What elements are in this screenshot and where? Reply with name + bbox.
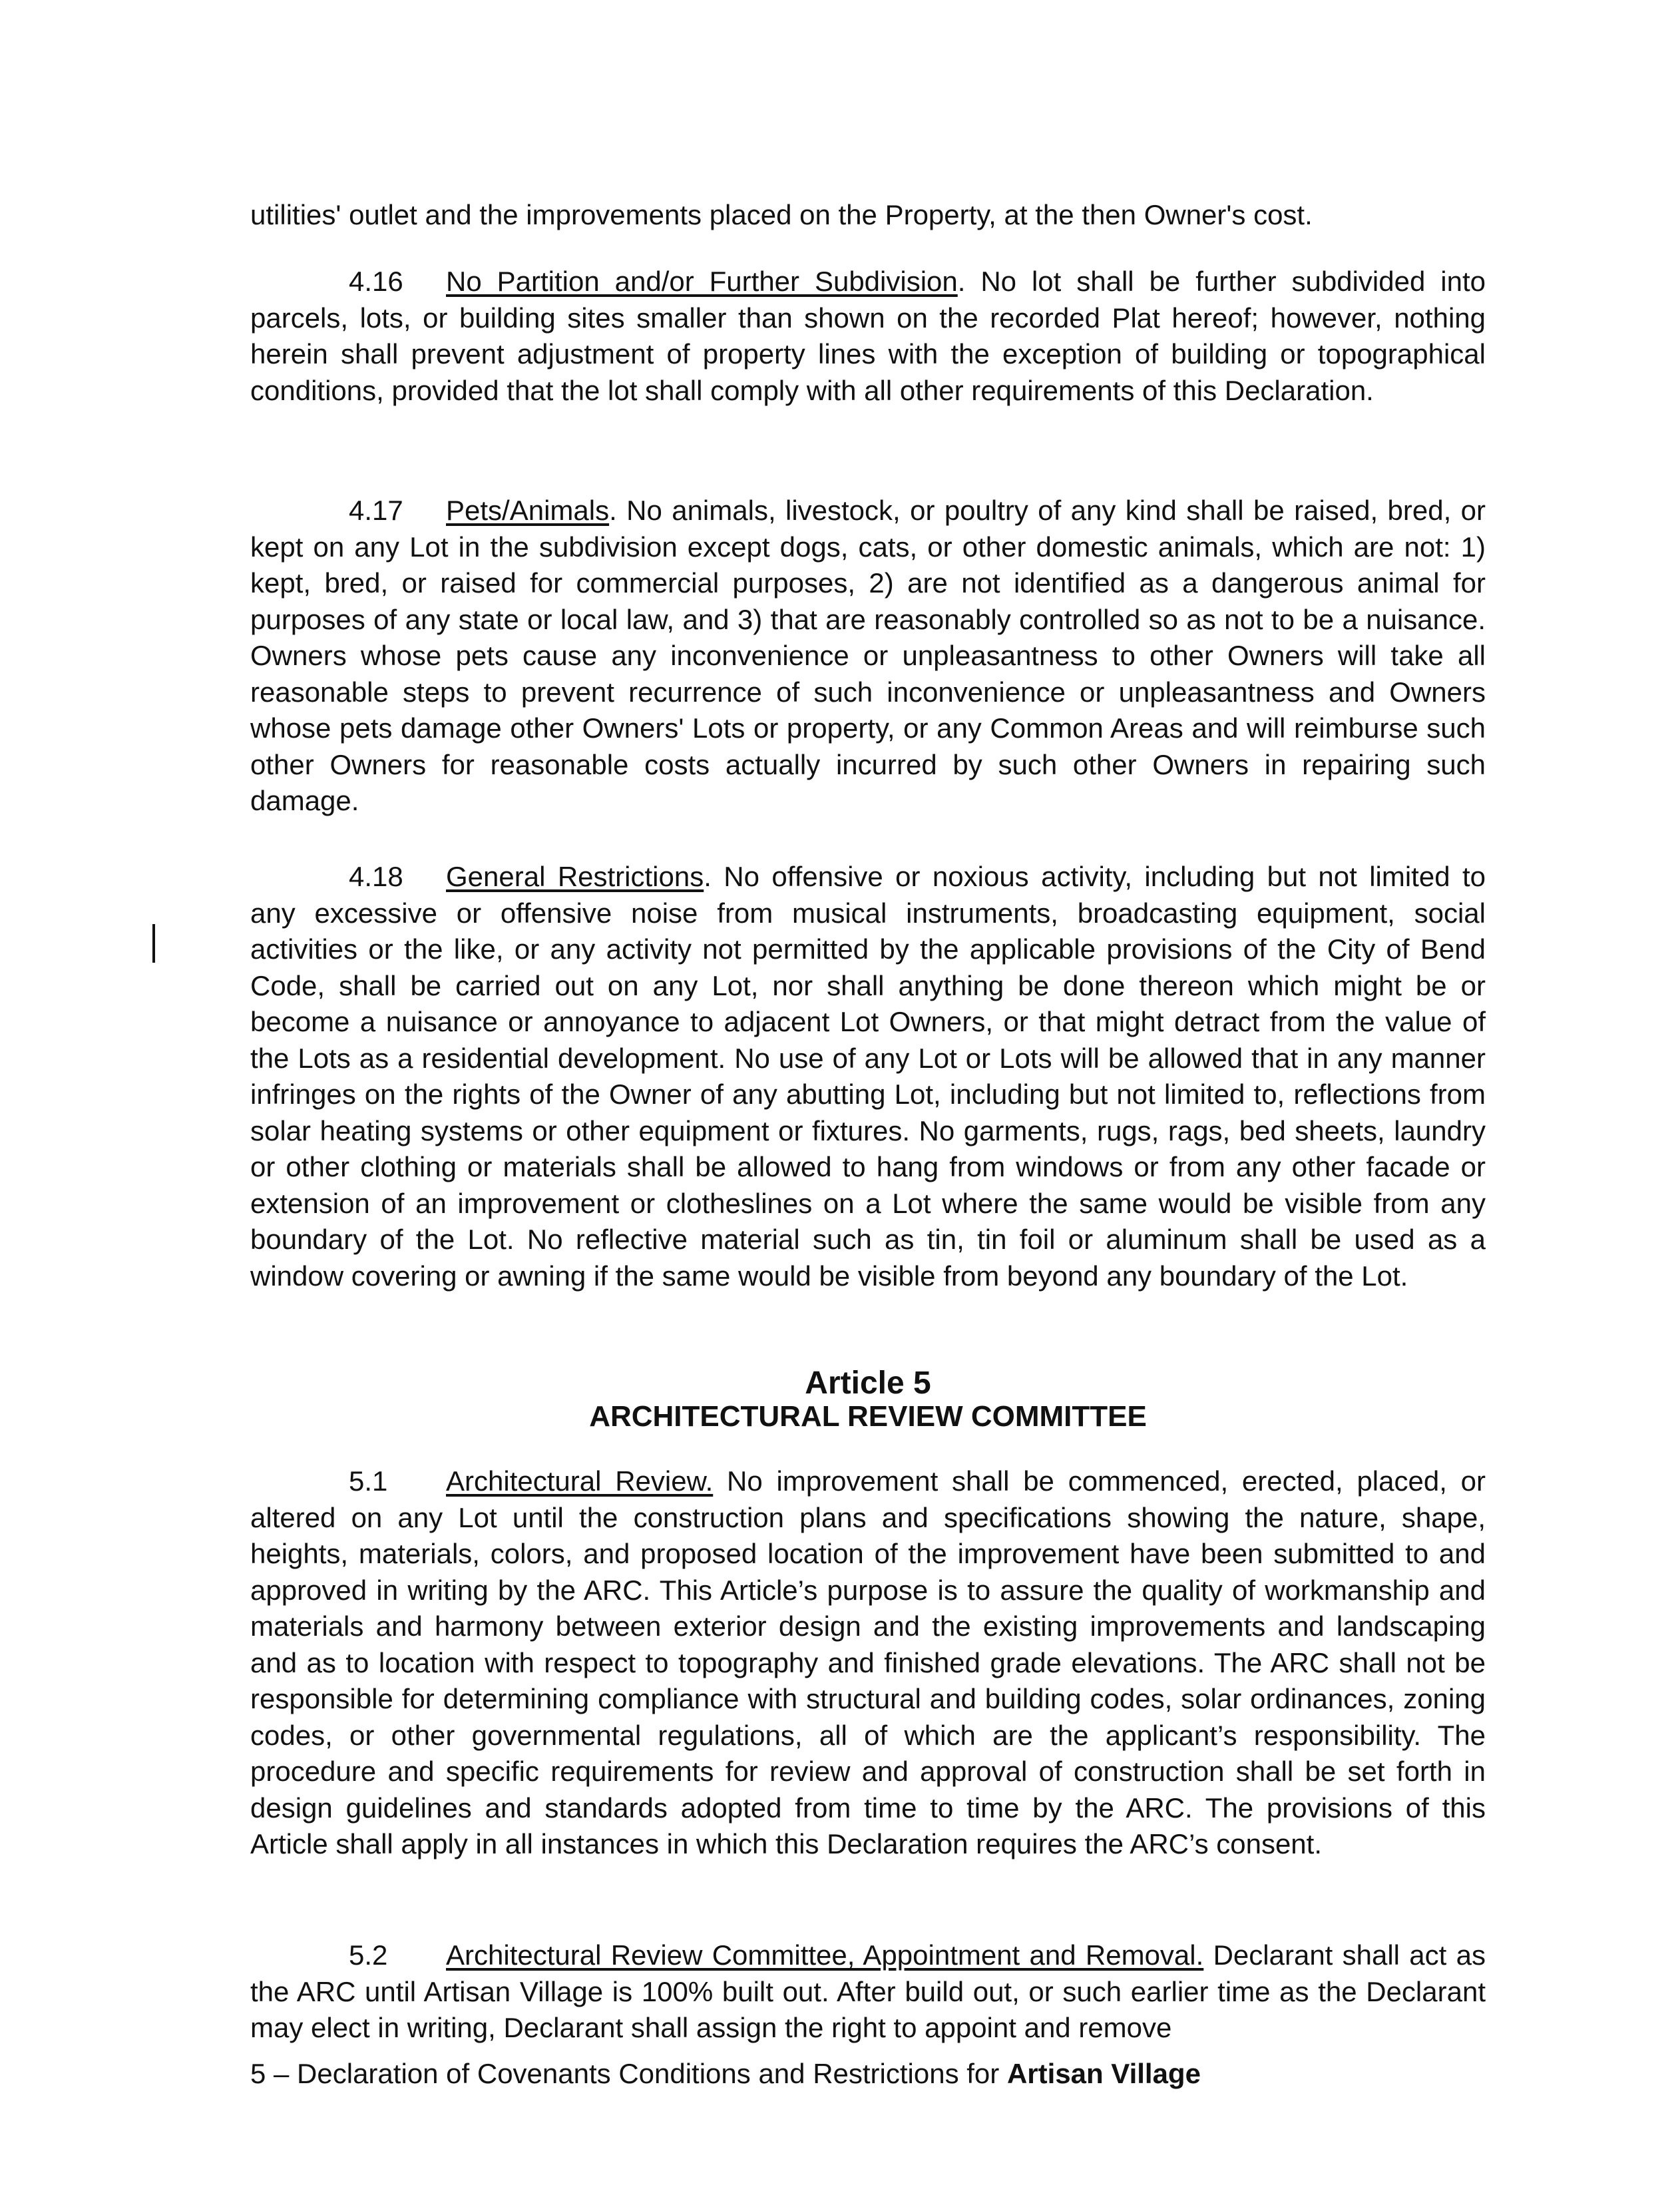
section-4-17 [250,493,1486,820]
section-body: . No lot shall be further subdivided into parcels, lots, or building sites smaller than shown on the recorded Plat hereof; however, nothing herein shall prevent adjustment of property lines with the exception of building or topographical conditions, provided that the lot shall comply with all other requirements of this Declaration. [250,266,1486,406]
revision-bar [152,924,155,963]
section-body: . No offensive or noxious activity, including but not limited to any excessive or offensive noise from musical instruments, broadcasting equipment, social activities or the like, or any activity not permitted by the applicable provisions of the City of Bend Code, shall be carried out on any Lot, nor shall anything be done thereon which might be or become a nuisance or annoyance to adjacent Lot Owners, or that might detract from the value of the Lots as a residential development. No use of any Lot or Lots will be allowed that in any manner infringes on the rights of the Owner of any abutting Lot, including but not limited to, reflections from solar heating systems or other equipment or fixtures. No garments, rugs, rags, bed sheets, laundry or other clothing or materials shall be allowed to hang from windows or from any other facade or extension of an improvement or clotheslines on a Lot where the same would be visible from any boundary of the Lot. No reflective material such as tin, tin foil or aluminum shall be used as a window covering or awning if the same would be visible from beyond any boundary of the Lot. [250,861,1486,1292]
section-heading: Architectural Review Committee, Appointment and Removal. [446,1939,1204,1971]
section-heading: General Restrictions [446,861,704,892]
section-heading: Architectural Review. [446,1465,714,1497]
section-5-2 [250,1937,1486,2047]
section-heading: Pets/Animals [446,495,610,526]
section-number: 4.17 [349,495,403,526]
page-footer [250,2056,1201,2092]
section-4-16 [250,264,1486,409]
footer-project-name: Artisan Village [1006,2058,1201,2089]
section-body: Declarant shall act as the ARC until Artisan Village is 100% built out. After build out, or such earlier time as the Declarant may elect in writing, Declarant shall assign the right to appoint and remove [250,1939,1486,2043]
article-subtitle: ARCHITECTURAL REVIEW COMMITTEE [589,1400,1147,1433]
section-heading: No Partition and/or Further Subdivision [446,266,958,297]
intro-text: utilities' outlet and the improvements placed on the Property, at the then Owner's cost. [250,199,1313,230]
section-body: No improvement shall be commenced, erected, placed, or altered on any Lot until the construction plans and specifications showing the nature, shape, heights, materials, colors, and proposed location of the improvement have been submitted to and approved in writing by the ARC. This Article’s purpose is to assure the quality of workmanship and materials and harmony between exterior design and the existing improvements and landscaping and as to location with respect to topography and finished grade elevations. The ARC shall not be responsible for determining compliance with structural and building codes, solar ordinances, zoning codes, or other governmental regulations, all of which are the applicant’s responsibility. The procedure and specific requirements for review and approval of construction shall be set forth in design guidelines and standards adopted from time to time by the ARC. The provisions of this Article shall apply in all instances in which this Declaration requires the ARC’s consent. [250,1465,1486,1859]
section-5-1 [250,1463,1486,1863]
section-4-18 [250,859,1486,1294]
section-number: 5.1 [349,1465,388,1497]
footer-text: 5 – Declaration of Covenants Conditions and Restrictions for [250,2058,1007,2089]
section-number: 5.2 [349,1939,388,1971]
article-title: Article 5 [805,1365,931,1401]
intro-paragraph [250,197,1486,234]
section-number: 4.18 [349,861,403,892]
section-body: . No animals, livestock, or poultry of any kind shall be raised, bred, or kept on any Lot in the subdivision except dogs, cats, or other domestic animals, which are not: 1) kept, bred, or raised for commercial purposes, 2) are not identified as a dangerous animal for purposes of any state or local law, and 3) that are reasonably controlled so as not to be a nuisance. Owners whose pets cause any inconvenience or unpleasantness to other Owners will take all reasonable steps to prevent recurrence of such inconvenience or unpleasantness and Owners whose pets damage other Owners' Lots or property, or any Common Areas and will reimburse such other Owners for reasonable costs actually incurred by such other Owners in repairing such damage. [250,495,1486,816]
section-number: 4.16 [349,266,403,297]
